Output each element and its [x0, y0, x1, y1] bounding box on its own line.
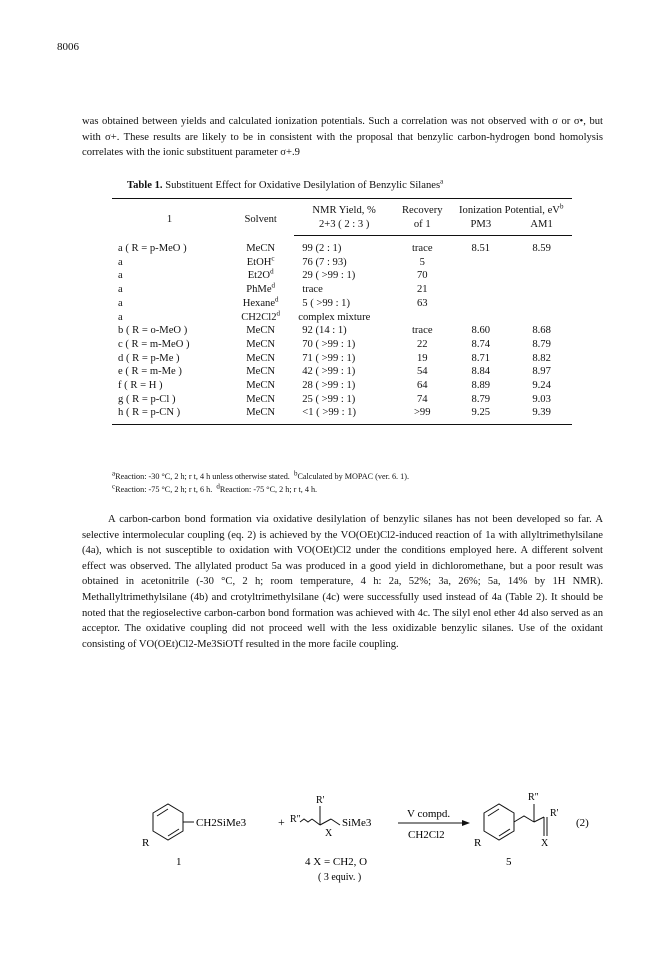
cell-compound: h ( R = p-CN ) [112, 406, 227, 424]
cell-solvent-text: MeCN [246, 407, 276, 419]
table-row [112, 338, 572, 352]
cell-compound: a [118, 270, 123, 282]
cell-recovery: >99 [394, 406, 450, 424]
cell-nmr: 76 (7 : 93) [302, 256, 347, 268]
header-pm3: PM3 [450, 218, 511, 236]
cell-recovery: 74 [416, 393, 428, 405]
cell-nmr: 71 ( >99 : 1) [302, 352, 356, 364]
cell-solvent [227, 406, 294, 424]
footnote-line-1 [112, 470, 592, 483]
table-footnotes [112, 470, 592, 496]
table-row [112, 324, 572, 338]
cell-compound: a ( R = p-MeO ) [118, 242, 187, 254]
cell-pm3: 8.74 [471, 338, 491, 350]
cell-solvent-text: MeCN [246, 380, 276, 392]
cell-pm3: 9.25 [450, 406, 511, 424]
cell-recovery: 22 [416, 338, 428, 350]
table-row [112, 269, 572, 283]
cell-compound: b ( R = o-MeO ) [118, 325, 188, 337]
product-r-prime: R' [550, 808, 559, 819]
table-row [112, 297, 572, 311]
cell-solvent-text: MeCN [246, 242, 276, 254]
cell-nmr: 29 ( >99 : 1) [302, 270, 356, 282]
cell-am1: 8.79 [532, 338, 551, 350]
header-ip-text: Ionization Potential, eV [459, 205, 560, 216]
cell-compound: d ( R = p-Me ) [118, 352, 180, 364]
cell-solvent-text: EtOH [246, 256, 272, 268]
compound-label-5: 5 [506, 856, 512, 868]
cell-compound: a [118, 311, 123, 323]
cell-compound: g ( R = p-Cl ) [118, 393, 176, 405]
cell-pm3 [450, 269, 511, 283]
table-row [112, 283, 572, 297]
cell-recovery: 64 [416, 380, 428, 392]
cell-am1 [511, 283, 572, 297]
cell-solvent [227, 324, 294, 338]
table-row [112, 365, 572, 379]
allyl-silane-skeleton [300, 806, 340, 825]
table-caption-sup: a [440, 177, 444, 186]
cell-am1 [511, 311, 572, 325]
footnote-line-2 [112, 483, 592, 496]
cell-solvent-text: MeCN [246, 325, 276, 337]
cell-recovery: 21 [416, 284, 428, 296]
data-table [112, 198, 572, 425]
cell-pm3 [450, 283, 511, 297]
paragraph-intro: was obtained between yields and calculated ionization potentials. Such a correlation was not observed with σ or σ•, but with σ+. These results are likely to be in consistent with the proposal that benzylic carbon-hydrogen bond homolysis correlates with the ionic substituent parameter σ+.9 [82, 116, 603, 159]
header-compound: 1 [112, 199, 227, 236]
footnote-a: Reaction: -30 °C, 2 h; r t, 4 h unless otherwise stated. [115, 472, 290, 481]
footnote-d: Reaction: -75 °C, 2 h; r t, 4 h. [219, 485, 318, 494]
cell-am1: 8.59 [532, 243, 551, 254]
table-body [112, 236, 572, 425]
reagent-r-double-prime: R" [290, 814, 301, 825]
cell-am1: 8.68 [532, 325, 551, 337]
cell-compound: e ( R = m-Me ) [118, 366, 182, 378]
compound-label-4: 4 X = CH2, O [305, 856, 368, 868]
cell-compound: a [118, 284, 123, 296]
table-row [112, 406, 572, 424]
cell-pm3: 8.71 [471, 352, 491, 364]
paragraph-coupling [82, 512, 603, 652]
cell-solvent [227, 338, 294, 352]
cell-compound: f ( R = H ) [118, 380, 163, 392]
table-row [112, 311, 572, 325]
cell-pm3: 8.89 [471, 380, 491, 392]
footnote-d-sup: d [216, 482, 220, 491]
cell-am1: 8.82 [532, 352, 551, 364]
table-row [112, 256, 572, 270]
reagent-r-prime: R' [316, 795, 325, 806]
footnote-b-sup: b [293, 469, 298, 478]
cell-compound: a [118, 297, 123, 309]
cell-solvent-text: Et2O [247, 270, 271, 282]
cell-solvent [227, 393, 294, 407]
header-nmr-ratio: 2+3 ( 2 : 3 ) [294, 218, 394, 236]
cell-solvent-text: CH2Cl2 [241, 311, 277, 323]
cell-nmr: 28 ( >99 : 1) [302, 380, 356, 392]
table-caption-label: Table 1. [127, 180, 163, 191]
compound-label-1: 1 [176, 856, 182, 868]
cell-solvent-text: MeCN [246, 352, 276, 364]
cell-recovery: 63 [416, 297, 428, 309]
cell-recovery: 70 [416, 270, 428, 282]
cell-solvent-text: MeCN [246, 338, 276, 350]
benzene-ring-reactant [153, 804, 194, 840]
cell-pm3 [450, 256, 511, 270]
reaction-scheme-eq2 [0, 770, 672, 940]
cell-am1: 8.97 [532, 366, 551, 378]
cell-solvent [227, 379, 294, 393]
cell-recovery: 5 [419, 256, 425, 268]
header-ip [450, 199, 572, 219]
cell-am1: 9.39 [511, 406, 572, 424]
plus-sign: + [278, 815, 285, 829]
cell-solvent-sup: d [276, 308, 281, 317]
cell-am1 [511, 256, 572, 270]
cell-am1: 9.24 [532, 380, 551, 392]
cell-recovery: 54 [416, 366, 428, 378]
cell-solvent-text: MeCN [246, 366, 276, 378]
cell-solvent [227, 269, 294, 283]
cell-recovery: trace [411, 325, 433, 337]
compound-label-4-equiv: ( 3 equiv. ) [318, 872, 362, 883]
page-number: 8006 [57, 41, 79, 53]
paragraph-coupling-text: A carbon-carbon bond formation via oxidative desilylation of benzylic silanes has not been developed so far. A selective intermolecular coupling (eq. 2) is achieved by the VO(OEt)Cl2-induced reaction of 1a with allyltrimethylsilane (4a), which is not susceptible to oxidation with VO(OEt)Cl2 under the conditions employed here. A different solvent effect was observed. The allylated product 5a was produced in a good yield in dichloromethane, but a poor result was obtained in acetonitrile (-30 °C, 2 h; room temperature, 4 h: 2a, 52%; 3a, 26%; 5a, 14% by 1H NMR). Methallyltrimethylsilane (4b) and crotyltrimethylsilane (4c) were successfully used instead of 4a (Table 2). It should be noted that the regioselective carbon-carbon bond formation was achieved with 4c. The silyl enol ether 4d also served as an acceptor. The oxidative coupling did not proceed well with the less oxidizable benzylic silanes. Use of the oxidant consisting of VO(OEt)Cl2-Me3SiOTf resulted in the more facile coupling. [82, 514, 603, 650]
cell-solvent [227, 283, 294, 297]
cell-nmr: complex mixture [298, 311, 371, 323]
cell-am1 [511, 269, 572, 283]
cell-recovery: 19 [416, 352, 428, 364]
table-row [112, 236, 572, 256]
header-recovery-of: of 1 [394, 218, 450, 236]
benzene-ring-product [484, 804, 547, 840]
cell-nmr: 5 ( >99 : 1) [302, 297, 351, 309]
reactant-ch2sime3: CH2SiMe3 [196, 817, 247, 829]
cell-nmr: 92 (14 : 1) [302, 325, 347, 337]
footnote-b: Calculated by MOPAC (ver. 6. 1). [297, 472, 410, 481]
product-r-double-prime: R" [528, 792, 539, 803]
cell-pm3: 8.79 [471, 393, 491, 405]
cell-am1: 9.03 [532, 393, 551, 405]
table-row [112, 393, 572, 407]
cell-nmr: 42 ( >99 : 1) [302, 366, 356, 378]
cell-solvent [227, 308, 294, 325]
table-caption [127, 177, 582, 191]
cell-compound: a [118, 256, 123, 268]
footnote-c-sup: c [112, 482, 116, 491]
header-am1: AM1 [511, 218, 572, 236]
header-recovery: Recovery [394, 199, 450, 219]
cell-pm3: 8.60 [471, 325, 491, 337]
table-1 [112, 177, 582, 425]
cell-pm3 [450, 297, 511, 311]
reaction-arrow-head [462, 820, 470, 826]
cell-solvent-sup: d [270, 267, 274, 276]
cell-nmr: <1 ( >99 : 1) [294, 406, 394, 424]
product-r-label: R [474, 837, 482, 849]
cell-solvent [227, 365, 294, 379]
cell-solvent [227, 256, 294, 270]
equation-number: (2) [576, 817, 589, 829]
cell-solvent-sup: c [271, 254, 275, 263]
cell-solvent-sup: d [271, 281, 276, 290]
reagent-x-label: X [325, 828, 333, 839]
product-x-label: X [541, 838, 549, 849]
reagent-sime3: SiMe3 [342, 817, 372, 829]
cell-nmr: trace [302, 284, 323, 296]
header-ip-sup: b [559, 202, 564, 211]
cell-solvent-text: MeCN [246, 393, 276, 405]
footnote-a-sup: a [112, 469, 116, 478]
cell-solvent-text: PhMe [246, 284, 272, 296]
arrow-reagent-bottom: CH2Cl2 [408, 829, 445, 841]
cell-nmr: 99 (2 : 1) [302, 243, 342, 254]
cell-nmr: 25 ( >99 : 1) [302, 393, 356, 405]
reactant-r-label: R [142, 837, 150, 849]
cell-nmr: 70 ( >99 : 1) [302, 338, 356, 350]
footnote-c: Reaction: -75 °C, 2 h; r t, 6 h. [115, 485, 213, 494]
cell-recovery: trace [411, 243, 433, 254]
table-caption-text: Substituent Effect for Oxidative Desilylation of Benzylic Silanes [165, 180, 441, 191]
cell-solvent [227, 352, 294, 366]
table-row [112, 379, 572, 393]
table-row [112, 352, 572, 366]
arrow-reagent-top: V compd. [407, 808, 451, 820]
cell-solvent [227, 236, 294, 256]
cell-solvent-text: Hexane [242, 297, 276, 309]
cell-am1 [511, 297, 572, 311]
header-solvent: Solvent [227, 199, 294, 236]
cell-solvent [227, 297, 294, 311]
header-nmr: NMR Yield, % [294, 199, 394, 219]
cell-pm3 [450, 311, 511, 325]
cell-pm3: 8.51 [471, 243, 491, 254]
cell-solvent-sup: d [275, 295, 279, 304]
cell-pm3: 8.84 [471, 366, 491, 378]
cell-compound: c ( R = m-MeO ) [118, 338, 190, 350]
